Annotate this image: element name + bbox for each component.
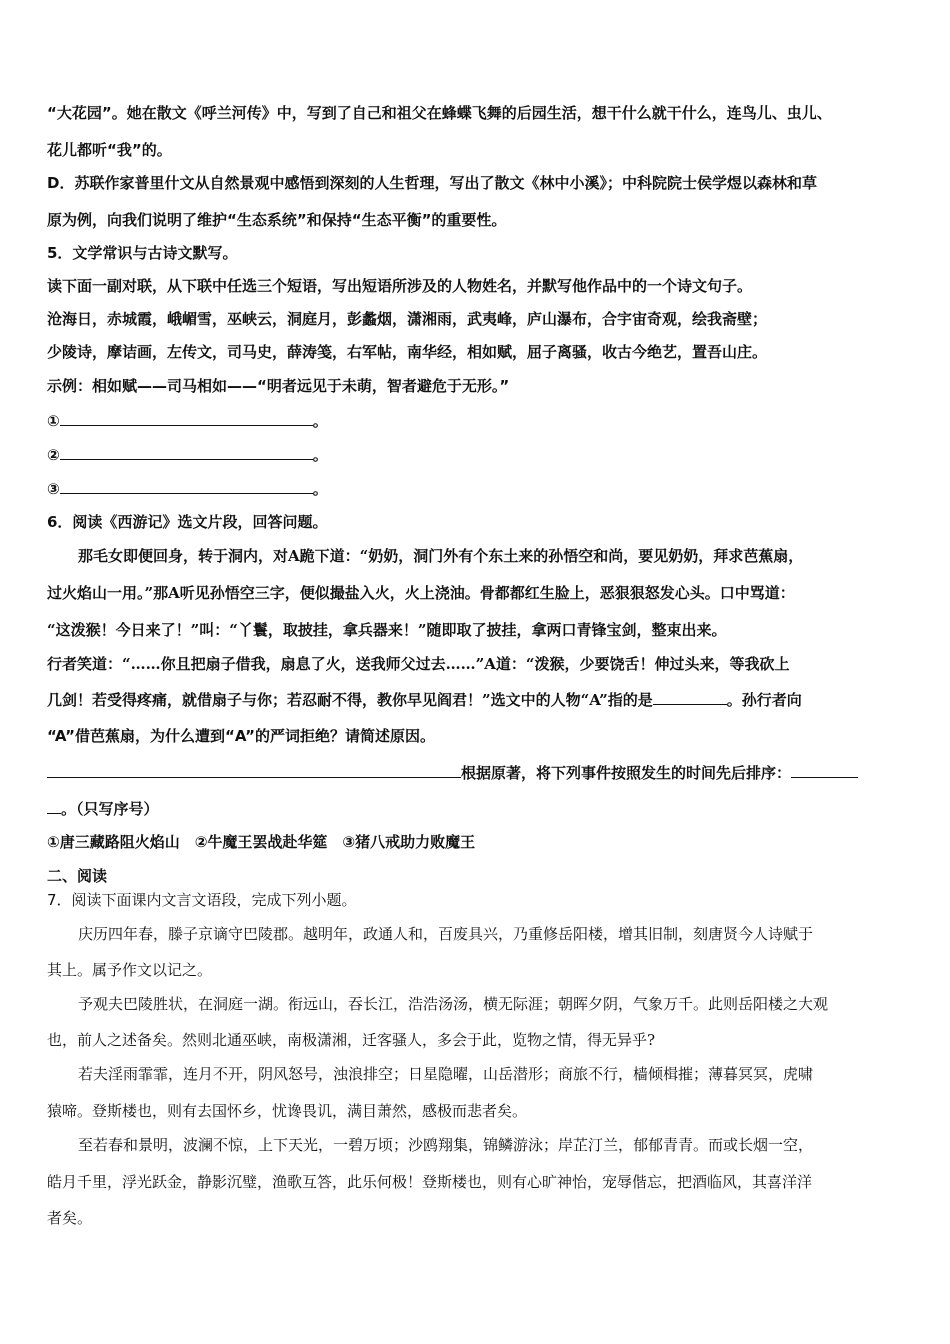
yueyanglou-para-5: 若夫淫雨霏霏，连月不开，阴风怒号，浊浪排空；日星隐曜，山岳潜形；商旅不行，樯倾楫摧；薄暮冥冥，虎啸 (78, 1065, 814, 1083)
option-d-line-2: 原为例，向我们说明了维护“生态系统”和保持“生态平衡”的重要性。 (47, 211, 507, 229)
fill-blank[interactable] (60, 443, 313, 460)
xiyouji-para-4: 行者笑道：“……你且把扇子借我，扇息了火，送我师父过去……”A道：“泼猴，少要饶舌！伸过头来，等我砍上 (47, 655, 790, 673)
option-c-line-2: 花儿都听“我”的。 (47, 141, 172, 159)
fill-blank[interactable] (791, 761, 858, 778)
couplet-first-line: 沧海日，赤城霞，峨嵋雪，巫峡云，洞庭月，彭蠡烟，潇湘雨，武夷峰，庐山瀑布，合宇宙奇观，绘我斋壁； (47, 310, 768, 328)
answer-blank-2: ② 。 (47, 443, 328, 466)
xiyouji-para-5: 几剑！若受得疼痛，就借扇子与你；若忍耐不得，教你早见阎君！”选文中的人物“A”指的是 。孙行者向 (47, 688, 802, 711)
fill-blank[interactable] (60, 477, 313, 494)
fill-blank[interactable] (60, 409, 313, 426)
xiyouji-para-3: “这泼猴！今日来了！”叫：“丫鬟，取披挂，拿兵器来！”随即取了披挂，拿两口青锋宝剑，整束出来。 (47, 621, 727, 639)
answer-blank-3: ③ 。 (47, 477, 328, 500)
question-6-title: 6．阅读《西游记》选文片段，回答问题。 (47, 513, 328, 531)
question-6-ask: “A”借芭蕉扇，为什么遭到“A”的严词拒绝？请简述原因。 (47, 727, 435, 745)
question-5-instruction: 读下面一副对联，从下联中任选三个短语，写出短语所涉及的人物姓名，并默写他作品中的一个诗文句子。 (47, 277, 753, 295)
yueyanglou-para-6: 猿啼。登斯楼也，则有去国怀乡，忧谗畏讥，满目萧然，感极而悲者矣。 (47, 1102, 528, 1120)
question-7-title: 7．阅读下面课内文言文语段，完成下列小题。 (47, 891, 357, 909)
question-6-order: 根据原著，将下列事件按照发生的时间先后排序： (47, 761, 858, 784)
question-5-title: 5．文学常识与古诗文默写。 (47, 244, 238, 262)
yueyanglou-para-1: 庆历四年春，滕子京谪守巴陵郡。越明年，政通人和，百废具兴，乃重修岳阳楼，增其旧制，刻唐贤今人诗赋于 (78, 925, 814, 943)
option-d-line-1 (47, 172, 817, 194)
yueyanglou-para-3: 予观夫巴陵胜状，在洞庭一湖。衔远山，吞长江，浩浩汤汤，横无际涯；朝晖夕阴，气象万千。此则岳阳楼之大观 (78, 995, 829, 1013)
example-line: 示例：相如赋——司马相如——“明者远见于未萌，智者避危于无形。” (47, 377, 510, 395)
yueyanglou-para-4: 也，前人之述备矣。然则北通巫峡，南极潇湘，迁客骚人，多会于此，览物之情，得无异乎? (47, 1031, 656, 1049)
option-d-label: D． (47, 174, 75, 192)
xiyouji-para-1: 那毛女即便回身，转于洞内，对A跪下道：“奶奶，洞门外有个东土来的孙悟空和尚，要见奶奶，拜求芭蕉扇， (78, 547, 804, 565)
xiyouji-para-2: 过火焰山一用。”那A听见孙悟空三字，便似撮盐入火，火上浇油。骨都都红生脸上，恶狠狠怒发心头。口中骂道： (47, 584, 795, 602)
question-6-order-end: 。（只写序号） (47, 797, 159, 820)
couplet-second-line: 少陵诗，摩诘画，左传文，司马史，薛涛笺，右军帖，南华经，相如赋，屈子离骚，收古今绝艺，置吾山庄。 (47, 343, 768, 361)
fill-blank[interactable] (653, 688, 727, 705)
fill-blank[interactable] (47, 761, 461, 778)
yueyanglou-para-7: 至若春和景明，波澜不惊，上下天光，一碧万顷；沙鸥翔集，锦鳞游泳；岸芷汀兰，郁郁青青。而或长烟一空， (78, 1136, 814, 1154)
yueyanglou-para-2: 其上。属予作文以记之。 (47, 961, 213, 979)
fill-blank[interactable] (47, 797, 61, 814)
section-2-heading: 二、阅读 (47, 867, 108, 885)
option-d-text: 苏联作家普里什文从自然景观中感悟到深刻的人生哲理，写出了散文《林中小溪》；中科院院士侯学煜以森林和草 (74, 174, 817, 192)
answer-blank-1: ① 。 (47, 409, 328, 432)
yueyanglou-para-8: 皓月千里，浮光跃金，静影沉璧，渔歌互答，此乐何极！登斯楼也，则有心旷神怡，宠辱偕忘，把酒临风，其喜洋洋 (47, 1173, 813, 1191)
question-6-events: ①唐三藏路阻火焰山 ②牛魔王罢战赴华筵 ③猪八戒助力败魔王 (47, 833, 476, 851)
option-c-line-1: “大花园”。她在散文《呼兰河传》中，写到了自己和祖父在蜂蝶飞舞的后园生活，想干什么就干什么，连鸟儿、虫儿、 (47, 104, 832, 122)
yueyanglou-para-9: 者矣。 (47, 1209, 93, 1227)
